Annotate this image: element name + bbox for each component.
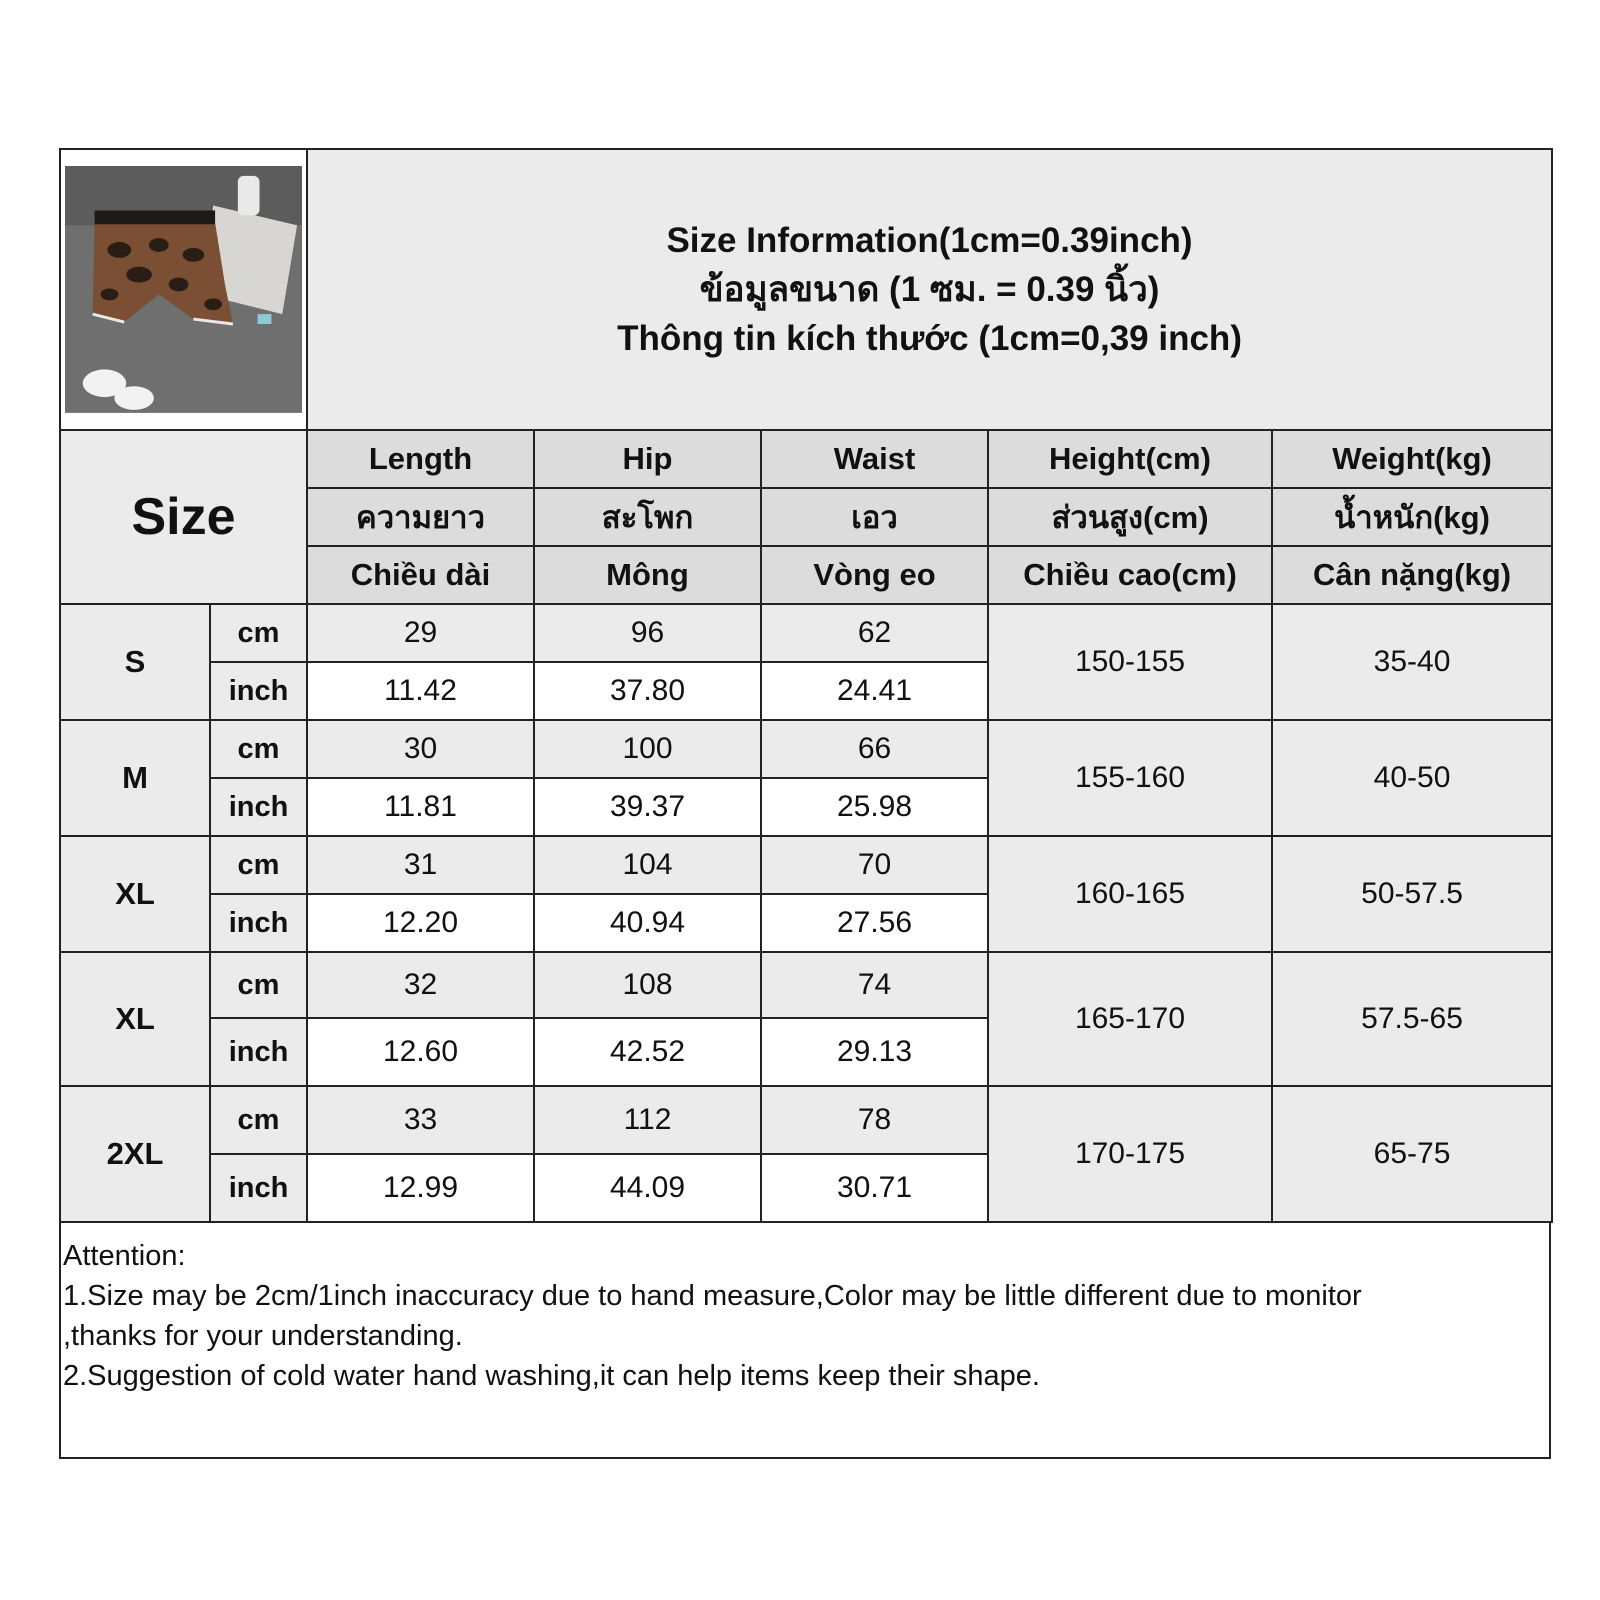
notes-line-1: 1.Size may be 2cm/1inch inaccuracy due to hand measure,Color may be little different due to monitor [63, 1280, 1362, 1312]
hip-inch: 42.52 [534, 1018, 761, 1086]
size-header: Size [60, 430, 307, 604]
weight-range: 35-40 [1272, 604, 1552, 720]
height-range: 165-170 [988, 952, 1272, 1086]
size-chart-table [59, 148, 1553, 1223]
waist-inch: 27.56 [761, 894, 988, 952]
size-cell: 2XL [60, 1086, 210, 1222]
column-header-height-th: ส่วนสูง(cm) [988, 488, 1272, 546]
waist-cm: 70 [761, 836, 988, 894]
weight-range: 50-57.5 [1272, 836, 1552, 952]
length-inch: 11.42 [307, 662, 534, 720]
hip-cm: 112 [534, 1086, 761, 1154]
column-header-waist-vi: Vòng eo [761, 546, 988, 604]
hip-inch: 40.94 [534, 894, 761, 952]
weight-range: 65-75 [1272, 1086, 1552, 1222]
waist-cm: 74 [761, 952, 988, 1018]
unit-inch: inch [210, 894, 307, 952]
waist-inch: 24.41 [761, 662, 988, 720]
size-cell: M [60, 720, 210, 836]
height-range: 160-165 [988, 836, 1272, 952]
length-cm: 29 [307, 604, 534, 662]
title-thai: ข้อมูลขนาด (1 ซม. = 0.39 นิ้ว) [699, 270, 1160, 309]
column-header-weight-en: Weight(kg) [1272, 430, 1552, 488]
column-header-length-th: ความยาว [307, 488, 534, 546]
hip-cm: 104 [534, 836, 761, 894]
title-english: Size Information(1cm=0.39inch) [666, 221, 1193, 260]
hip-cm: 108 [534, 952, 761, 1018]
size-cell: XL [60, 836, 210, 952]
hip-inch: 44.09 [534, 1154, 761, 1222]
waist-inch: 25.98 [761, 778, 988, 836]
column-header-hip-th: สะโพก [534, 488, 761, 546]
length-cm: 32 [307, 952, 534, 1018]
height-range: 155-160 [988, 720, 1272, 836]
column-header-hip-en: Hip [534, 430, 761, 488]
hip-cm: 96 [534, 604, 761, 662]
length-inch: 12.60 [307, 1018, 534, 1086]
waist-cm: 78 [761, 1086, 988, 1154]
notes-line-2: ,thanks for your understanding. [63, 1320, 463, 1352]
column-header-weight-th: น้ำหนัก(kg) [1272, 488, 1552, 546]
waist-cm: 62 [761, 604, 988, 662]
column-header-hip-vi: Mông [534, 546, 761, 604]
length-cm: 30 [307, 720, 534, 778]
hip-inch: 39.37 [534, 778, 761, 836]
column-header-waist-en: Waist [761, 430, 988, 488]
column-header-weight-vi: Cân nặng(kg) [1272, 546, 1552, 604]
column-header-waist-th: เอว [761, 488, 988, 546]
leopard-shorts-photo [65, 166, 302, 413]
size-cell: XL [60, 952, 210, 1086]
height-range: 170-175 [988, 1086, 1272, 1222]
unit-inch: inch [210, 1154, 307, 1222]
waist-cm: 66 [761, 720, 988, 778]
weight-range: 40-50 [1272, 720, 1552, 836]
unit-inch: inch [210, 662, 307, 720]
notes-line-3: 2.Suggestion of cold water hand washing,it can help items keep their shape. [63, 1360, 1040, 1392]
unit-inch: inch [210, 1018, 307, 1086]
size-cell: S [60, 604, 210, 720]
title-vietnamese: Thông tin kích thước (1cm=0,39 inch) [617, 319, 1242, 358]
unit-inch: inch [210, 778, 307, 836]
column-header-height-en: Height(cm) [988, 430, 1272, 488]
attention-notes [63, 1236, 1543, 1396]
column-header-length-en: Length [307, 430, 534, 488]
length-inch: 12.99 [307, 1154, 534, 1222]
column-header-height-vi: Chiều cao(cm) [988, 546, 1272, 604]
hip-inch: 37.80 [534, 662, 761, 720]
length-inch: 12.20 [307, 894, 534, 952]
title-cell [307, 149, 1552, 430]
notes-heading: Attention: [63, 1240, 186, 1272]
column-header-length-vi: Chiều dài [307, 546, 534, 604]
length-cm: 31 [307, 836, 534, 894]
unit-cm: cm [210, 720, 307, 778]
product-photo [60, 149, 307, 430]
waist-inch: 30.71 [761, 1154, 988, 1222]
height-range: 150-155 [988, 604, 1272, 720]
weight-range: 57.5-65 [1272, 952, 1552, 1086]
length-cm: 33 [307, 1086, 534, 1154]
length-inch: 11.81 [307, 778, 534, 836]
unit-cm: cm [210, 836, 307, 894]
unit-cm: cm [210, 952, 307, 1018]
unit-cm: cm [210, 1086, 307, 1154]
waist-inch: 29.13 [761, 1018, 988, 1086]
hip-cm: 100 [534, 720, 761, 778]
unit-cm: cm [210, 604, 307, 662]
